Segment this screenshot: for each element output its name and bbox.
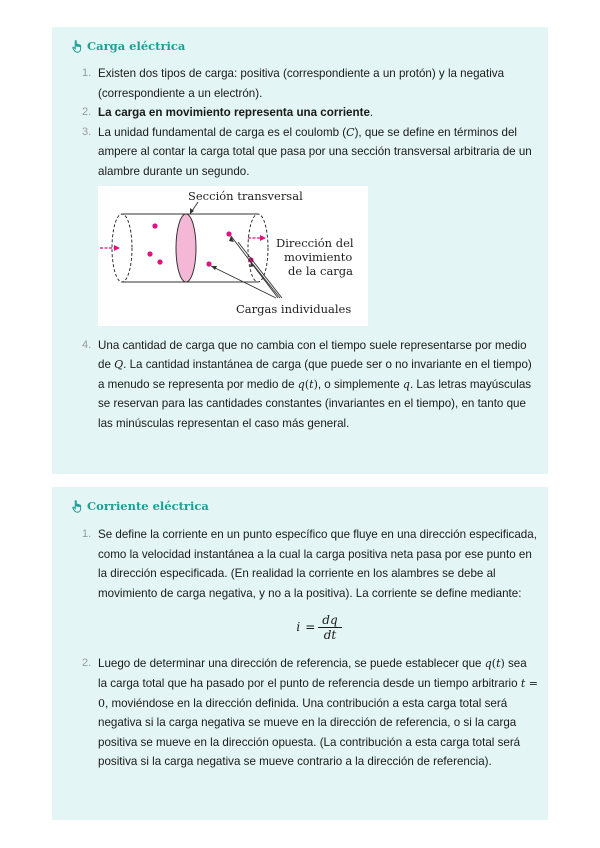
label-section: Sección transversal <box>188 188 303 203</box>
list-item: 1. Existen dos tipos de carga: positiva (correspondiente a un protón) y la negativa (correspondiente a un electrón). <box>82 67 505 100</box>
bold-statement: La carga en movimiento representa una corriente <box>98 106 370 120</box>
list-item: 4. Una cantidad de carga que no cambia con el tiempo suele representarse por medio de Q. La cantidad instantánea de carga (que puede ser o no invariante en el tiempo) a menudo se representa por medio de q(t), o simplemente q. Las letras mayúsculas se reservan para las cantidades constantes (invariantes en el tiempo), en tanto que las minúsculas representan el caso más general. <box>82 338 532 430</box>
charge-list <box>82 64 538 434</box>
label-charges: Cargas individuales <box>236 301 352 316</box>
card-corriente-electrica <box>52 487 548 820</box>
label-direction-3: de la carga <box>288 263 354 278</box>
hand-pointing-icon <box>71 40 83 53</box>
charge-dot <box>206 261 211 266</box>
list-item: 2. Luego de determinar una dirección de referencia, se puede establecer que q(t) sea la carga total que ha pasado por el punto de referencia desde un tiempo arbitrario t = 0, moviéndose en la dirección definida. Una contribución a esta carga total será negativa si la carga negativa se mueve en la dirección de referencia, o si la carga positiva se mueve en la dirección opuesta. (La contribución a esta carga total será positiva si la carga negativa se mueve contrario a la dirección de referencia). <box>82 657 538 769</box>
label-direction-1: Dirección del <box>276 235 354 250</box>
list-item: 3. La unidad fundamental de carga es el coulomb (C), que se define en términos del ampere al contar la carga total que pasa por una sección transversal arbitraria de un alambre durante un segundo. Sección transversal Dirección del movimiento de la carga Cargas individuales <box>82 123 538 326</box>
card-carga-electrica <box>52 27 548 474</box>
fraction: $\frac{dq}{dt}$ <box>320 613 339 642</box>
label-direction-2: movimiento <box>284 249 353 264</box>
card-title-text: Corriente eléctrica <box>87 499 209 513</box>
charge-dot <box>152 223 157 228</box>
cross-section <box>176 214 196 282</box>
list-item: 2. La carga en movimiento representa una corriente. <box>82 106 374 120</box>
list-item: 1. Se define la corriente en un punto específico que fluye en una dirección especificada, como la velocidad instantánea a la cual la carga positiva neta pasa por ese punto en la dirección especificada. (En realidad la corriente en los alambres se debe al movimiento de carga negativa, y no a la positiva). La corriente se define mediante: i = $\frac{dq}{dt}$ <box>82 528 537 643</box>
charge-figure <box>98 186 368 326</box>
card-title <box>71 499 209 513</box>
current-equation: i = $\frac{dq}{dt}$ <box>98 613 538 642</box>
card-title-text: Carga eléctrica <box>87 39 186 53</box>
charge-dot <box>157 259 162 264</box>
card-title <box>71 39 185 53</box>
hand-pointing-icon <box>71 500 83 513</box>
current-list <box>82 525 538 772</box>
charge-dot <box>226 231 231 236</box>
charge-dot <box>147 251 152 256</box>
